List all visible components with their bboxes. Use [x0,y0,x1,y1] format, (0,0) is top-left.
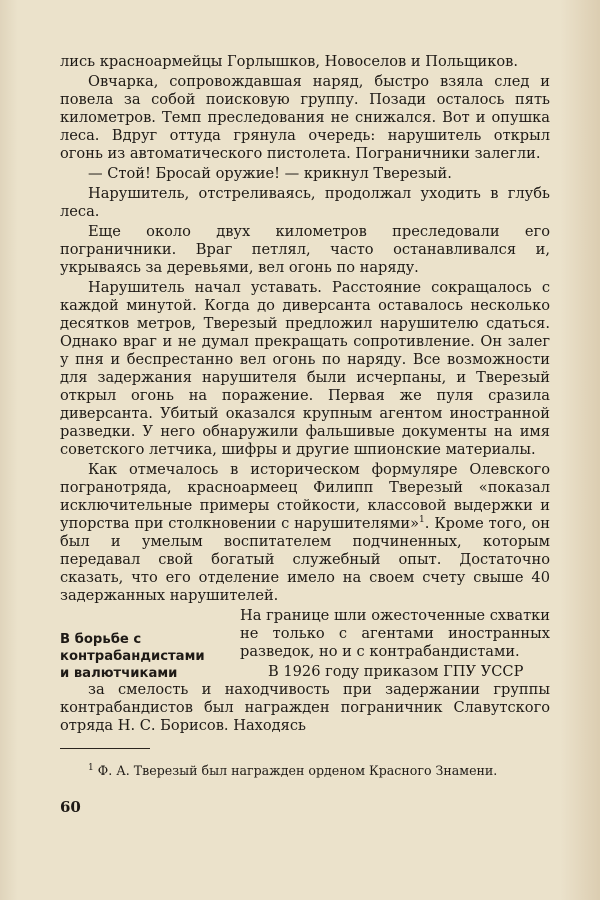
side-heading-line: В борьбе с [60,632,142,647]
paragraph: за смелость и находчивость при задержании группы контрабандистов был награжден пограничник Славутского отряда Н. С. Борисов. Находясь [60,681,550,734]
footnote [60,763,555,779]
paragraph-with-footnote: Как отмечалось в историческом формуляре Олевского погранотряда, красноармеец Филипп Тверезый «показал исключительные примеры стойкости, классовой выдержки и упорства при столкновении с нарушителями»$^1$. Кроме того, он был и умелым воспитателем подчиненных, которым передавал свой богатый служебный опыт. Достаточно сказать, что его отделение имело на своем счету свыше 40 задержанных нарушителей. [60,461,551,604]
paragraph: Овчарка, сопровождавшая наряд, быстро взяла след и повела за собой поисковую группу. Позади осталось пять километров. Темп преследования не снижался. Вот и опушка леса. Вдруг оттуда грянула очередь: нарушитель открыл огонь из автоматического пистолета. Пограничники залегли. [60,73,550,162]
footnote-marker: 1 [88,762,94,773]
side-heading [60,631,230,682]
paragraph: Нарушитель, отстреливаясь, продолжал уходить в глубь леса. [60,185,550,220]
paragraph: — Стой! Бросай оружие! — крикнул Тверезый. [88,165,452,182]
paragraph: Еще около двух километров преследовали его пограничники. Враг петлял, часто останавливался и, укрываясь за деревьями, вел огонь по наряду. [60,223,550,276]
footnote-divider [60,748,150,749]
quote-continuation: Кроме того, он был и умелым воспитателем подчиненных, которым передавал свой богатый служебный опыт. Достаточно сказать, что его отделение имело на своем счету свыше 40 задержанных нарушителей. [60,515,551,604]
paragraph: лись красноармейцы Горлышков, Новоселов и Польщиков. [60,53,519,70]
page-number: 60 [60,798,81,816]
footnote-ref: 1 [419,515,425,526]
paragraph: В 1926 году приказом ГПУ УССР [268,663,524,680]
side-heading-line: контрабандистами [60,649,205,664]
section-smugglers [60,607,550,735]
paragraph: Нарушитель начал уставать. Расстояние сокращалось с каждой минутой. Когда до диверсанта оставалось несколько десятков метров, Тверезый предложил нарушителю сдаться. Однако враг и не думал прекращать сопротивление. Он залег у пня и беспрестанно вел огонь по наряду. Все возможности для задержания нарушителя были исчерпаны, и Тверезый открыл огонь на поражение. Первая же пуля сразила диверсанта. Убитый оказался крупным агентом иностранной разведки. У него обнаружили фальшивые документы на имя советского летчика, шифры и другие шпионские материалы. [60,279,550,458]
quote-text: Как отмечалось в историческом формуляре Олевского погранотряда, красноармеец Филипп Тверезый «показал исключительные примеры стойкости, классовой выдержки и упорства при столкновении с нарушителями» [60,461,550,532]
section-body [240,607,550,681]
paragraph: На границе шли ожесточенные схватки не только с агентами иностранных разведок, но и с контрабандистами. [240,607,550,660]
body-text [60,53,550,735]
footnote-text: Ф. А. Тверезый был награжден орденом Красного Знамени. [97,763,498,778]
side-heading-line: и валютчиками [60,666,178,681]
